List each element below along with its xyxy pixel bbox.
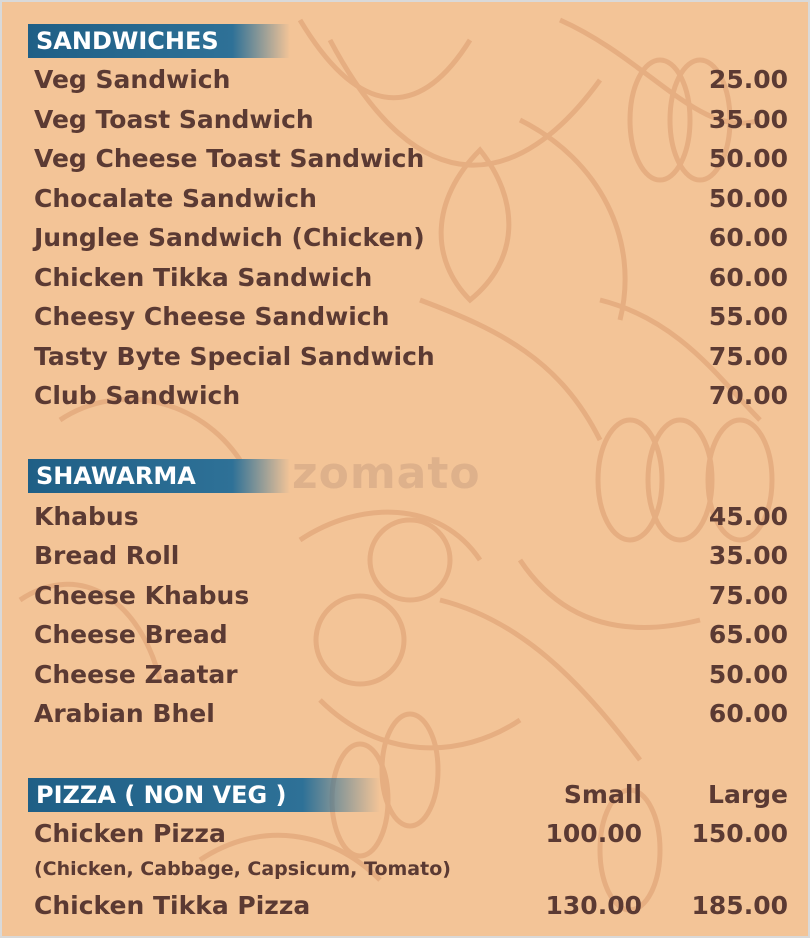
item-price: 50.00 <box>708 184 788 213</box>
item-description: (Chicken, Cabbage, Capsicum, Tomato) <box>34 858 451 880</box>
item-price: 60.00 <box>708 699 788 728</box>
item-price: 60.00 <box>708 223 788 252</box>
item-price-large: 185.00 <box>691 891 788 920</box>
item-price: 70.00 <box>708 381 788 410</box>
column-header-large: Large <box>708 780 788 809</box>
item-price: 50.00 <box>708 144 788 173</box>
item-name: Veg Toast Sandwich <box>34 105 314 134</box>
item-name: Chicken Pizza <box>34 819 226 848</box>
item-name: Cheese Zaatar <box>34 660 238 689</box>
item-price: 55.00 <box>708 302 788 331</box>
item-price: 35.00 <box>708 105 788 134</box>
item-price: 35.00 <box>708 541 788 570</box>
item-price: 60.00 <box>708 263 788 292</box>
item-price: 75.00 <box>708 342 788 371</box>
watermark-text: zomato <box>292 448 481 499</box>
section-header-sandwiches: SANDWICHES <box>28 24 290 58</box>
item-price-small: 100.00 <box>545 819 642 848</box>
item-name: Veg Cheese Toast Sandwich <box>34 144 425 173</box>
item-name: Cheesy Cheese Sandwich <box>34 302 390 331</box>
item-price-small: 130.00 <box>545 891 642 920</box>
item-price: 45.00 <box>708 502 788 531</box>
item-name: Veg Sandwich <box>34 65 231 94</box>
item-name: Tasty Byte Special Sandwich <box>34 342 435 371</box>
section-header-pizza: PIZZA ( NON VEG ) <box>28 778 380 812</box>
item-name: Cheese Khabus <box>34 581 250 610</box>
item-name: Chicken Tikka Pizza <box>34 891 311 920</box>
item-name: Arabian Bhel <box>34 699 215 728</box>
item-name: Club Sandwich <box>34 381 241 410</box>
item-price: 25.00 <box>708 65 788 94</box>
item-name: Chicken Tikka Sandwich <box>34 263 373 292</box>
column-header-small: Small <box>563 780 642 809</box>
item-name: Junglee Sandwich (Chicken) <box>34 223 425 252</box>
item-name: Cheese Bread <box>34 620 228 649</box>
section-header-shawarma: SHAWARMA <box>28 459 290 493</box>
item-price-large: 150.00 <box>691 819 788 848</box>
item-price: 75.00 <box>708 581 788 610</box>
item-price: 65.00 <box>708 620 788 649</box>
item-name: Khabus <box>34 502 139 531</box>
item-price: 50.00 <box>708 660 788 689</box>
item-name: Bread Roll <box>34 541 180 570</box>
item-name: Chocalate Sandwich <box>34 184 317 213</box>
